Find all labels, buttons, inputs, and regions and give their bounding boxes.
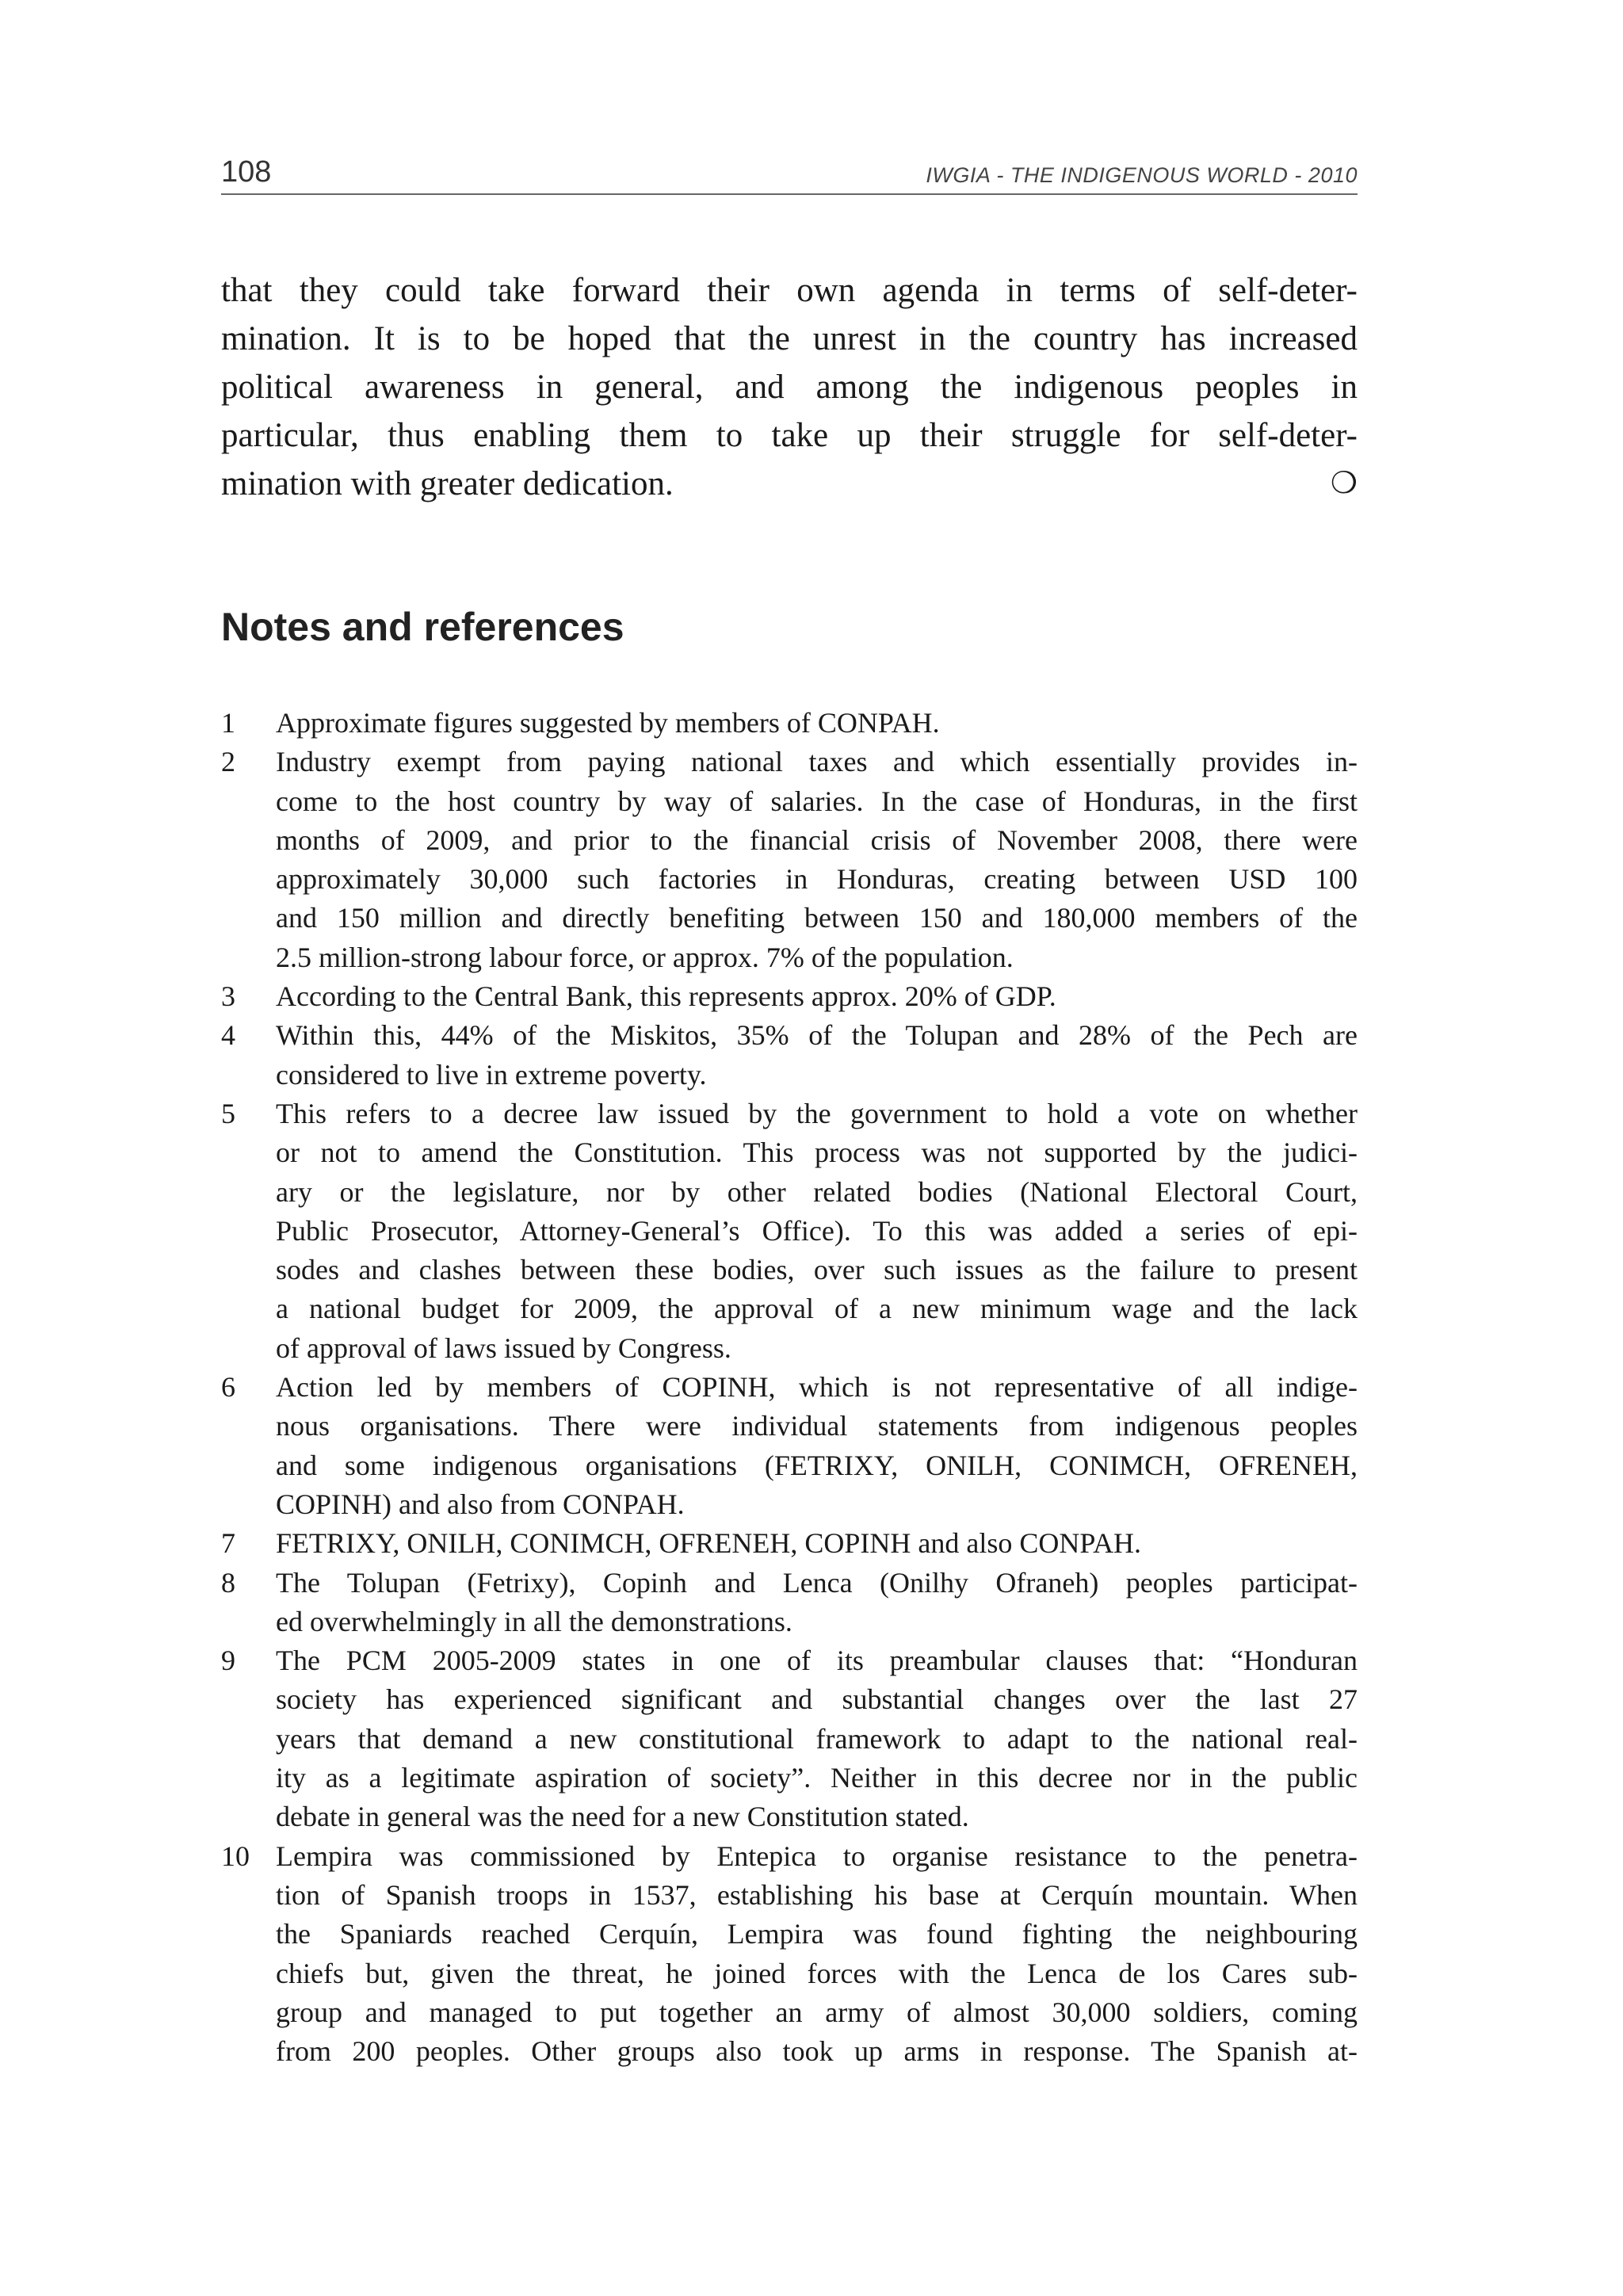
note-item [221,704,1358,743]
note-line: months of 2009, and prior to the financial crisis of November 2008, there were [276,823,1358,856]
note-line: tion of Spanish troops in 1537, establishing his base at Cerquín mountain. When [276,1878,1358,1911]
note-line: Public Prosecutor, Attorney-General’s Office). To this was added a series of epi- [276,1214,1358,1247]
note-item [221,1095,1358,1368]
note-line: This refers to a decree law issued by the government to hold a vote on whether [276,1097,1358,1129]
note-number: 1 [221,707,235,739]
note-line: sodes and clashes between these bodies, over such issues as the failure to present [276,1254,1358,1286]
note-line: chiefs but, given the threat, he joined forces with the Lenca de los Cares sub- [276,1957,1358,1989]
note-line: The PCM 2005-2009 states in one of its preambular clauses that: “Honduran [276,1645,1358,1677]
note-number: 4 [221,1019,235,1052]
note-number: 2 [221,746,235,778]
note-text [276,1368,1358,1524]
note-number: 5 [221,1097,235,1129]
note-number: 3 [221,980,235,1013]
note-number: 8 [221,1566,235,1599]
body-line: mination. It is to be hoped that the unrest in the country has increased [221,320,1358,357]
note-item [221,743,1358,977]
note-number: 7 [221,1527,235,1560]
note-text [276,1641,1358,1836]
note-number: 6 [221,1371,235,1404]
note-line: 2.5 million-strong labour force, or approx. 7% of the population. [276,941,1014,973]
body-line: particular, thus enabling them to take up their struggle for self-deter- [221,417,1358,454]
note-number: 9 [221,1645,235,1677]
note-item [221,1016,1358,1095]
note-line: society has experienced significant and substantial changes over the last 27 [276,1683,1358,1716]
header-rule [221,193,1358,195]
note-line: FETRIXY, ONILH, CONIMCH, OFRENEH, COPINH and also CONPAH. [276,1527,1142,1560]
note-line: years that demand a new constitutional framework to adapt to the national real- [276,1722,1358,1755]
end-of-article-circle-icon: ❍ [1330,467,1358,500]
notes-list [221,704,1358,2071]
note-line: Industry exempt from paying national taxes and which essentially provides in- [276,746,1358,778]
note-line: COPINH) and also from CONPAH. [276,1488,685,1520]
note-item [221,1837,1358,2072]
note-line: group and managed to put together an army of almost 30,000 soldiers, coming [276,1996,1358,2028]
note-text [276,1016,1358,1095]
note-line: The Tolupan (Fetrixy), Copinh and Lenca (Onilhy Ofraneh) peoples participat- [276,1566,1358,1599]
note-text [276,1564,1358,1642]
body-line: that they could take forward their own agenda in terms of self-deter- [221,272,1358,309]
note-text [276,1837,1358,2072]
note-line: of approval of laws issued by Congress. [276,1331,731,1364]
note-item [221,1564,1358,1642]
body-paragraph [221,266,1358,508]
note-line: considered to live in extreme poverty. [276,1058,707,1091]
note-line: Action led by members of COPINH, which is not representative of all indige- [276,1371,1358,1404]
running-title: IWGIA - THE INDIGENOUS WORLD - 2010 [926,163,1358,187]
note-line: or not to amend the Constitution. This process was not supported by the judici- [276,1137,1358,1169]
note-line: ity as a legitimate aspiration of society”. Neither in this decree nor in the public [276,1762,1358,1794]
note-line: and 150 million and directly benefiting between 150 and 180,000 members of the [276,902,1358,934]
body-line: mination with greater dedication. [221,465,674,502]
note-line: Within this, 44% of the Miskitos, 35% of the Tolupan and 28% of the Pech are [276,1019,1358,1052]
note-text [276,743,1358,977]
note-line: approximately 30,000 such factories in Honduras, creating between USD 100 [276,863,1358,896]
note-line: the Spaniards reached Cerquín, Lempira was found fighting the neighbouring [276,1918,1358,1950]
note-line: and some indigenous organisations (FETRIXY, ONILH, CONIMCH, OFRENEH, [276,1449,1358,1481]
note-item [221,1368,1358,1524]
note-line: ary or the legislature, nor by other related bodies (National Electoral Court, [276,1175,1358,1208]
note-item [221,1641,1358,1836]
body-line: political awareness in general, and among the indigenous peoples in [221,369,1358,406]
note-text [276,704,1358,743]
note-item [221,977,1358,1016]
note-line: come to the host country by way of salaries. In the case of Honduras, in the first [276,785,1358,817]
note-line: from 200 peoples. Other groups also took up arms in response. The Spanish at- [276,2035,1358,2068]
note-line: a national budget for 2009, the approval of a new minimum wage and the lack [276,1293,1358,1325]
note-line: Approximate figures suggested by members of CONPAH. [276,707,940,739]
note-line: According to the Central Bank, this represents approx. 20% of GDP. [276,980,1056,1013]
note-line: debate in general was the need for a new Constitution stated. [276,1801,969,1833]
page-number: 108 [221,155,272,189]
note-number: 10 [221,1839,250,1872]
note-text [276,977,1358,1016]
note-text [276,1524,1358,1563]
note-line: nous organisations. There were individual statements from indigenous peoples [276,1410,1358,1442]
note-item [221,1524,1358,1563]
notes-heading: Notes and references [221,605,624,649]
note-text [276,1095,1358,1368]
note-line: ed overwhelmingly in all the demonstrations. [276,1605,792,1637]
note-line: Lempira was commissioned by Entepica to organise resistance to the penetra- [276,1839,1358,1872]
